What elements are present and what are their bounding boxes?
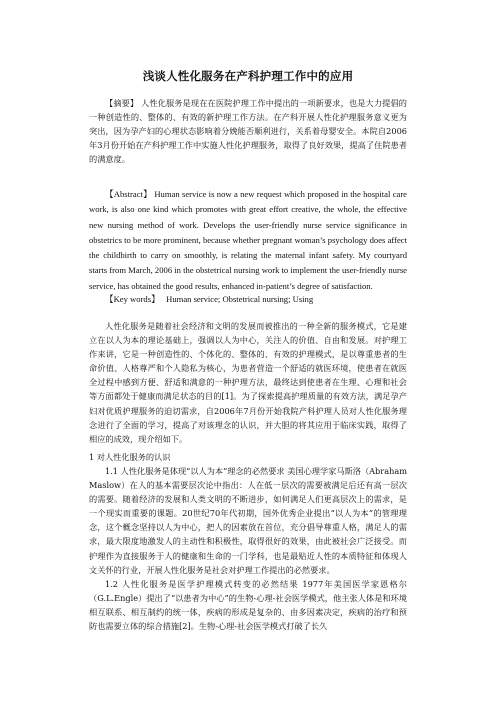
section-1-1-paragraph: 1.1 人性化服务是体现“以人为本”理念的必然要求 美国心理学家马斯洛（Abraham Maslow）在人的基本需要层次论中指出：人在低一层次的需要被满足后还有高一层次的需要。随着经济的发展和人类文明的不断进步，如何满足人们更高层次上的需求，是一个现实而重要的课题。20世纪70年代初期，国外优秀企业提出“以人为本”的管理理念，这个概念坚持以人为中心，把人的因素放在首位，充分倡导尊重人格，满足人的需求，最大限度地激发人的主动性和积极性，取得很好的效果，由此被社会广泛接受。而护理作为直接服务于人的健康和生命的一门学科，也是最贴近人性的本质特征和体现人文关怀的行业，开展人性化服务是社会对护理工作提出的必然要求。 <box>89 465 407 575</box>
intro-paragraph: 人性化服务是随着社会经济和文明的发展而被推出的一种全新的服务模式，它是建立在以人为本的理论基础上，强调以人为中心，关注人的价值、自由和发展。对护理工作来讲，它是一种创造性的、个体化的、整体的、有效的护理模式，是以尊重患者的生命价值、人格尊严和个人隐私为核心，为患者营造一个舒适的就医环境，使患者在就医全过程中感到方便、舒适和满意的一种护理方法，最终达到使患者在生理、心理和社会等方面都处于健康而满足状态的目的[1]。为了探索提高护理质量的有效方法，满足孕产妇对优质护理服务的迫切需求，自2006年7月份开始我院产科护理人员对人性化服务理念进行了全面的学习，提高了对该理念的认识，并大胆的将其应用于临床实践，取得了相应的成效，现介绍如下。 <box>89 321 407 444</box>
abstract-en-label: 【Abstract】 <box>105 189 152 199</box>
abstract-cn <box>89 96 407 166</box>
abstract-en <box>89 187 407 294</box>
paper-title: 浅谈人性化服务在产科护理工作中的应用 <box>142 69 354 83</box>
abstract-en-text: Human service is now a new request which proposed in the hospital care work, is also one kind which promotes with great effort creative, the whole, the effective new nursing method of work. Develops the user-friendly nurse service significance in obstetrics to be more prominent, because whether pregnant woman’s psychology does affect the childbirth to carry on smoothly, is relating the maternal infant safety. My courtyard starts from March, 2006 in the obstetrical nursing work to implement the user-friendly nurse service, has obtained the good results, enhanced in-patient’s degree of satisfaction. <box>89 189 407 291</box>
section-1-heading: 1 对人性化服务的认识 <box>89 451 171 462</box>
keywords <box>89 292 407 307</box>
abstract-cn-label: 【摘要】 <box>105 98 139 108</box>
section-1-2-paragraph: 1.2 人性化服务是医学护理模式转变的必然结果 1977年美国医学家恩格尔（G.L.Engle）提出了“以患者为中心”的生物-心理-社会医学模式，他主张人体是和环境相互联系、相互制约的统一体，疾病的形成是复杂的、由多因素决定，疾病的治疗和预防也需要立体的综合措施[2]。生物-心理-社会医学模式打破了长久 <box>89 578 407 631</box>
keywords-label: 【Key words】 <box>105 294 160 304</box>
keywords-text: Human service; Obstetrical nursing; Using <box>166 294 314 304</box>
body-text <box>89 319 407 633</box>
abstract-cn-text: 人性化服务是现在在医院护理工作中提出的一项新要求，也是大力提倡的一种创造性的、整体的、有效的新护理工作方法。在产科开展人性化护理服务意义更为突出，因为孕产妇的心理状态影响着分娩能否顺利进行，关系着母婴安全。本院自2006年3月份开始在产科护理工作中实施人性化护理服务，取得了良好效果，提高了住院患者的满意度。 <box>89 98 407 165</box>
